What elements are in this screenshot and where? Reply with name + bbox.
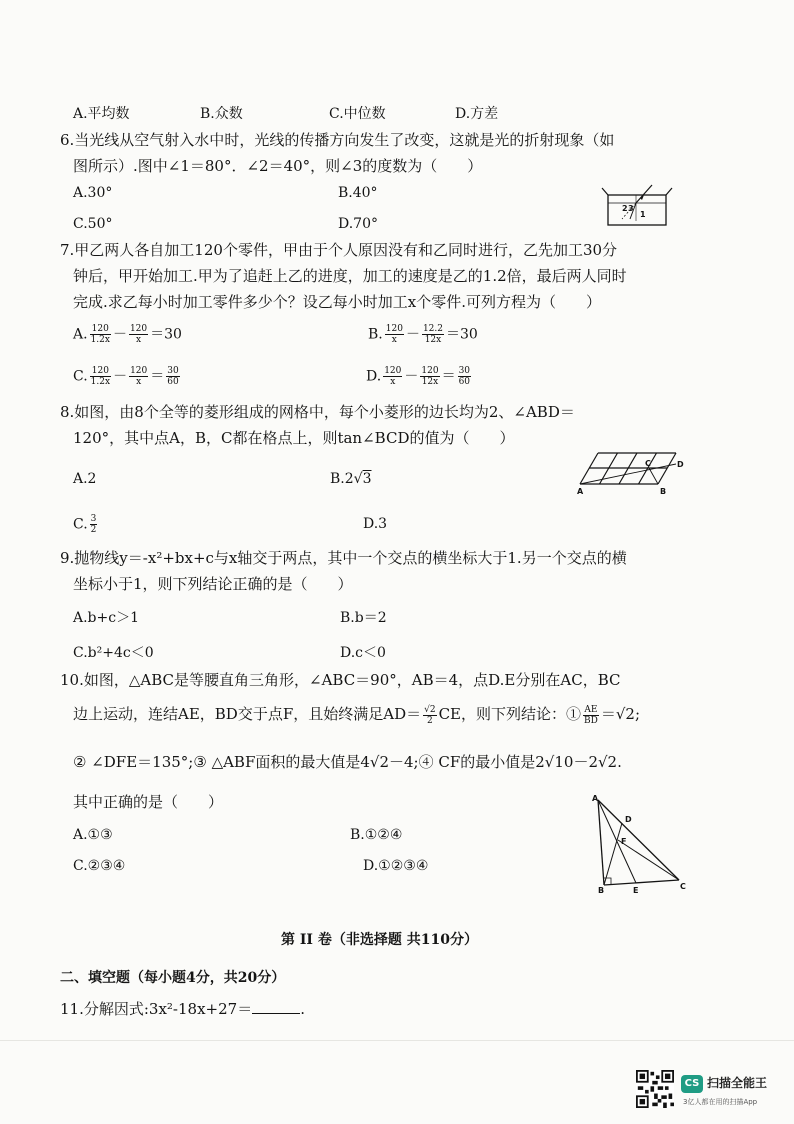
q6-fig-label-1: 1	[640, 210, 646, 219]
fill-in-heading: 二、填空题（每小题4分，共20分）	[60, 970, 286, 986]
q5-option-d: D.方差	[455, 106, 499, 122]
q9-option-a: A.b+c＞1	[73, 610, 140, 626]
q8-fig-label-b: B	[660, 487, 667, 496]
q10-fig-label-f: F	[621, 837, 627, 846]
q10-stem-line4: 其中正确的是（ ）	[73, 793, 224, 811]
q6-fig-label-3: 3	[628, 204, 634, 213]
q9-stem-line1: 9.抛物线y＝-x²+bx+c与x轴交于两点，其中一个交点的横坐标大于1.另一个交点的横	[60, 549, 627, 567]
q7-stem-line3: 完成.求乙每小时加工零件多少个？设乙每小时加工x个零件.可列方程为（ ）	[73, 293, 601, 311]
q7-option-c: C. $\frac{120}{1.2x}$ － $\frac{120}{x}$ ＝ $\frac{30}{60}$	[73, 366, 179, 387]
q8-fig-label-d: D	[677, 460, 684, 469]
q9-option-b: B.b＝2	[340, 610, 387, 626]
camscanner-logo-icon: CS	[681, 1075, 703, 1093]
q7-stem-line2: 钟后，甲开始加工.甲为了追赶上乙的进度，加工的速度是乙的1.2倍，最后两人同时	[73, 267, 627, 285]
q11-stem: 11.分解因式:3x²-18x+27＝ .	[60, 1000, 305, 1018]
footer-divider	[0, 1040, 794, 1041]
q6-option-d: D.70°	[338, 216, 378, 232]
q8-stem-line2: 120°，其中点A，B，C都在格点上，则tan∠BCD的值为（ ）	[73, 429, 515, 447]
qr-code-icon	[636, 1070, 674, 1108]
q8-fig-label-c: C	[645, 459, 651, 468]
q8-option-b: B.2√3	[330, 471, 372, 487]
camscanner-app-name: 扫描全能王	[707, 1076, 768, 1090]
q10-stem-line1: 10.如图，△ABC是等腰直角三角形，∠ABC＝90°，AB＝4，点D.E分别在AC，BC	[60, 671, 621, 689]
q8-option-d: D.3	[363, 516, 388, 532]
q10-fig-label-a: A	[592, 794, 599, 803]
q6-refraction-figure	[600, 183, 680, 233]
q9-stem-line2: 坐标小于1，则下列结论正确的是（ ）	[73, 575, 353, 593]
q7-option-a: A. $\frac{120}{1.2x}$ － $\frac{120}{x}$ ＝30	[73, 324, 182, 345]
q6-stem-line1: 6.当光线从空气射入水中时，光线的传播方向发生了改变，这就是光的折射现象（如	[60, 131, 615, 149]
q10-option-b: B.①②④	[350, 827, 403, 843]
q6-option-b: B.40°	[338, 185, 378, 201]
q10-fig-label-b: B	[598, 886, 605, 895]
q10-stem-line3: ② ∠DFE＝135°;③ △ABF面积的最大值是4√2－4;④ CF的最小值是2√10－2√2.	[73, 753, 622, 771]
q5-option-c: C.中位数	[329, 106, 386, 122]
q8-stem-line1: 8.如图，由8个全等的菱形组成的网格中，每个小菱形的边长均为2、∠ABD＝	[60, 403, 575, 421]
q10-fig-label-c: C	[680, 882, 686, 891]
q10-option-a: A.①③	[73, 827, 113, 843]
section-two-title: 第 II 卷（非选择题 共110分）	[281, 932, 478, 948]
q8-option-a: A.2	[73, 471, 97, 487]
q8-rhombus-grid-figure	[572, 448, 692, 504]
q10-fig-label-e: E	[633, 886, 639, 895]
q8-fig-label-a: A	[577, 487, 584, 496]
q6-stem-line2: 图所示）.图中∠1＝80°．∠2＝40°，则∠3的度数为（ ）	[73, 157, 483, 175]
camscanner-slogan: 3亿人都在用的扫描App	[683, 1098, 758, 1106]
q10-triangle-figure	[588, 792, 688, 896]
q10-stem-line2: 边上运动，连结AE，BD交于点F，且始终满足AD＝ $\frac{√2}{2}$ CE，则下列结论：① $\frac{AE}{BD}$ ＝√2;	[73, 704, 641, 726]
q9-option-c: C.b²+4c＜0	[73, 645, 154, 661]
q5-option-b: B.众数	[200, 106, 243, 122]
q10-option-d: D.①②③④	[363, 858, 429, 874]
q7-stem-line1: 7.甲乙两人各自加工120个零件，甲由于个人原因没有和乙同时进行，乙先加工30分	[60, 241, 618, 259]
q8-option-c: C. $\frac{3}{2}$	[73, 514, 97, 535]
q5-option-a: A.平均数	[73, 106, 130, 122]
q7-option-b: B. $\frac{120}{x}$ － $\frac{12.2}{12x}$ ＝30	[368, 324, 478, 345]
q6-option-a: A.30°	[73, 185, 113, 201]
q6-option-c: C.50°	[73, 216, 113, 232]
q7-option-d: D. $\frac{120}{x}$ － $\frac{120}{12x}$ ＝ $\frac{30}{60}$	[366, 366, 471, 387]
q10-option-c: C.②③④	[73, 858, 126, 874]
q10-fig-label-d: D	[625, 815, 632, 824]
q11-answer-blank	[252, 999, 300, 1014]
q9-option-d: D.c＜0	[340, 645, 386, 661]
q6-fig-label-2: 2	[622, 204, 628, 213]
